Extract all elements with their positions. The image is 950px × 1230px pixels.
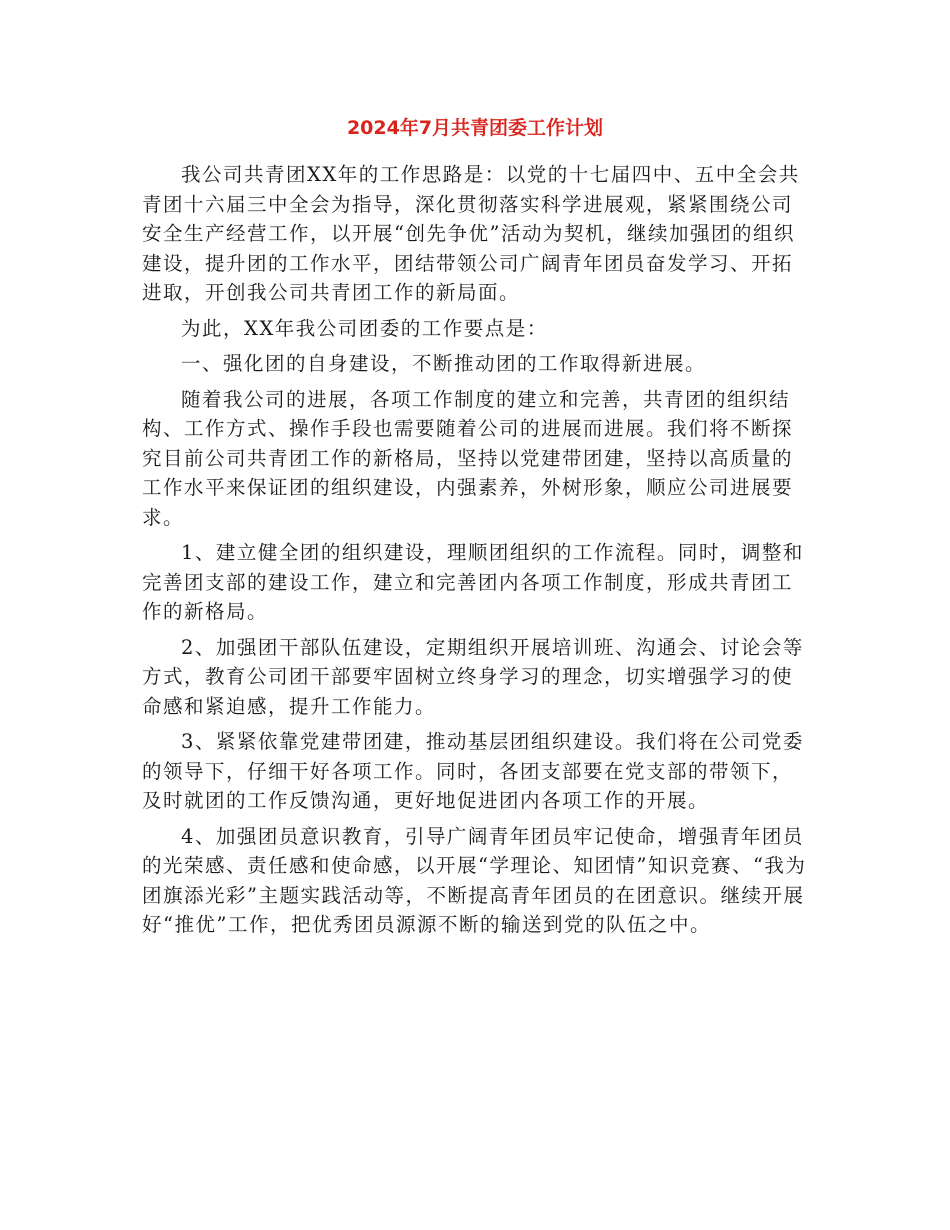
list-item-4: 4、加强团员意识教育，引导广阔青年团员牢记使命，增强青年团员的光荣感、责任感和使命感，以开展“学理论、知团情”知识竞赛、“我为团旗添光彩”主题实践活动等，不断提高青年团员的在团意识。继续开展好“推优”工作，把优秀团员源源不断的输送到党的队伍之中。 — [142, 824, 807, 936]
document-title: 2024年7月共青团委工作计划 — [346, 117, 604, 139]
list-item-2: 2、加强团干部队伍建设，定期组织开展培训班、沟通会、讨论会等方式，教育公司团干部要牢固树立终身学习的理念，切实增强学习的使命感和紧迫感，提升工作能力。 — [142, 635, 804, 718]
paragraph-development: 随着我公司的进展，各项工作制度的建立和完善，共青团的组织结构、工作方式、操作手段也需要随着公司的进展而进展。我们将不断探究目前公司共青团工作的新格局，坚持以党建带团建，坚持以高质量的工作水平来保证团的组织建设，内强素养，外树形象，顺应公司进展要求。 — [142, 387, 794, 529]
paragraph-intro: 我公司共青团XX年的工作思路是：以党的十七届四中、五中全会共青团十六届三中全会为指导，深化贯彻落实科学进展观，紧紧围绕公司安全生产经营工作，以开展“创先争优”活动为契机，继续加强团的组织建设，提升团的工作水平，团结带领公司广阔青年团员奋发学习、开拓进取，开创我公司共青团工作的新局面。 — [142, 163, 800, 304]
paragraph-key-points: 为此，XX年我公司团委的工作要点是： — [181, 316, 548, 340]
list-item-1: 1、建立健全团的组织建设，理顺团组织的工作流程。同时，调整和完善团支部的建设工作，建立和完善团内各项工作制度，形成共青团工作的新格局。 — [142, 541, 804, 623]
section-heading-1: 一、强化团的自身建设，不断推动团的工作取得新进展。 — [181, 352, 707, 375]
document-body — [142, 160, 807, 940]
list-item-3: 3、紧紧依靠党建带团建，推动基层团组织建设。我们将在公司党委的领导下，仔细干好各项工作。同时，各团支部要在党支部的带领下，及时就团的工作反馈沟通，更好地促进团内各项工作的开展。 — [142, 730, 804, 812]
